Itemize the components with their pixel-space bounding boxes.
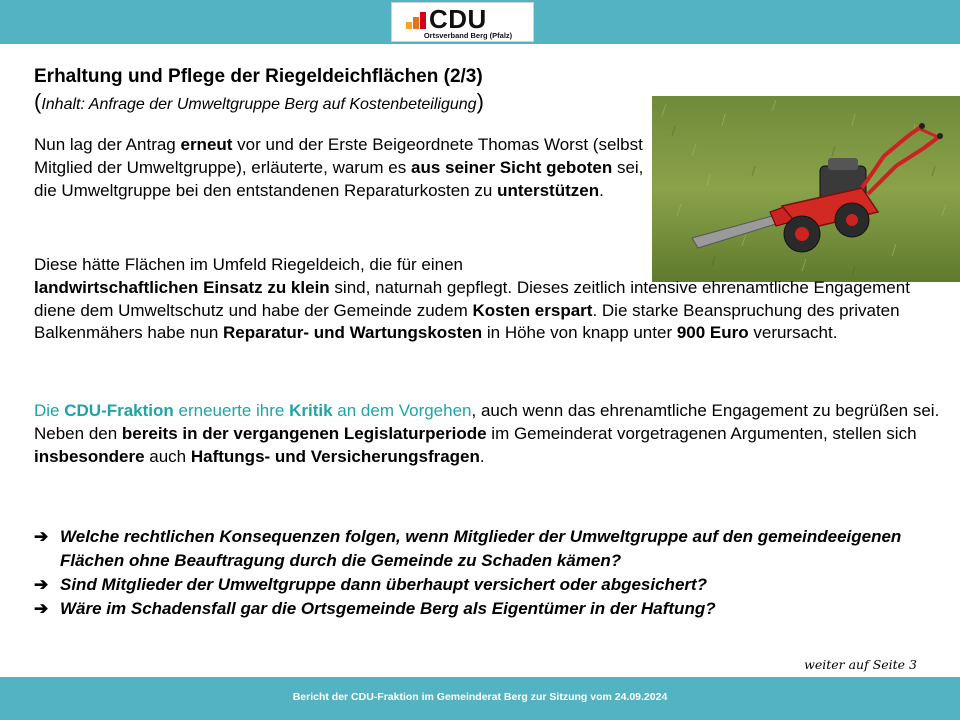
text-run: . (599, 180, 604, 200)
teal-bold-run: CDU-Fraktion (64, 401, 174, 420)
text-run: . Die starke Beanspruchung des privaten Balkenmähers habe nun (34, 300, 900, 343)
text-run: sei, die Umweltgruppe bei den entstandenen Reparaturkosten zu (34, 157, 644, 200)
bold-run: 900 Euro (676, 323, 749, 343)
text-run: verursacht. (748, 323, 838, 343)
teal-run: Die (34, 401, 65, 420)
question-list (34, 525, 954, 621)
bold-run: aus seiner Sicht geboten (410, 157, 613, 177)
cdu-logo (391, 2, 534, 42)
arrow-right-icon: ➔ (34, 599, 49, 618)
question-item (34, 525, 954, 573)
logo-subtitle: Ortsverband Berg (Pfalz) (423, 31, 513, 40)
paragraph-request (34, 134, 654, 202)
bold-run: insbesondere (34, 446, 145, 466)
question-text: Wäre im Schadensfall gar die Ortsgemeinde Berg als Eigentümer in der Haftung? (60, 599, 716, 618)
logo-text: CDU (429, 4, 487, 34)
bold-run: bereits in der vergangenen Legislaturperiode (121, 423, 487, 443)
text-run: sind, naturnah gepflegt. Dieses zeitlich intensive ehrenamtliche Engagement diene dem Umweltschutz und habe der Gemeinde zudem (34, 277, 910, 320)
slide-title: Erhaltung und Pflege der Riegeldeichflächen (2/3) (34, 66, 483, 87)
subtitle-close-paren: ) (476, 89, 484, 114)
bold-run: landwirtschaftlichen Einsatz zu klein (34, 277, 330, 297)
question-item (34, 597, 954, 621)
slide-subtitle (34, 90, 484, 117)
paragraph-cdu-critique (34, 400, 944, 468)
question-text: Sind Mitglieder der Umweltgruppe dann überhaupt versichert oder abgesichert? (60, 575, 708, 594)
continue-note: weiter auf Seite 3 (804, 657, 917, 672)
text-run: vor und der Erste Beigeordnete Thomas Worst (selbst Mitglied der Umweltgruppe), erläuterte, warum es (34, 135, 643, 177)
paragraph-justification (34, 254, 944, 345)
bold-run: Haftungs- und Versicherungsfragen (190, 446, 480, 466)
text-run: im Gemeinderat vorgetragenen Argumenten, stellen sich (486, 423, 917, 443)
text-run: , auch wenn das ehrenamtliche Engagement zu begrüßen sei. Neben den (34, 401, 940, 443)
footer-bar (0, 677, 960, 720)
text-run: auch (144, 446, 191, 466)
question-text: Welche rechtlichen Konsequenzen folgen, wenn Mitglieder der Umweltgruppe auf den gemeindeeigenen Flächen ohne Beauftragung durch die Gemeinde zu Schaden kämen? (60, 527, 902, 570)
text-run: Nun lag der Antrag (34, 135, 181, 154)
arrow-right-icon: ➔ (34, 527, 49, 546)
footer-text: Bericht der CDU-Fraktion im Gemeinderat Berg zur Sitzung vom 24.09.2024 (292, 691, 668, 703)
logo-bars-icon (406, 12, 426, 29)
bold-run: erneut (180, 135, 233, 154)
subtitle-open-paren: ( (34, 89, 42, 114)
bold-run: Kosten erspart (472, 300, 593, 320)
subtitle-text: Inhalt: Anfrage der Umweltgruppe Berg auf Kostenbeteiligung (41, 96, 477, 113)
teal-run: an dem Vorgehen (332, 401, 472, 420)
teal-run: erneuerte ihre (173, 401, 290, 420)
bold-run: unterstützen (497, 180, 600, 200)
text-run: . (479, 446, 485, 466)
arrow-right-icon: ➔ (34, 575, 49, 594)
teal-bold-run: Kritik (289, 401, 333, 420)
bold-run: Reparatur- und Wartungskosten (223, 323, 483, 343)
question-item (34, 573, 954, 597)
text-run: Diese hätte Flächen im Umfeld Riegeldeich, die für einen (34, 255, 464, 274)
text-run: in Höhe von knapp unter (482, 323, 677, 343)
